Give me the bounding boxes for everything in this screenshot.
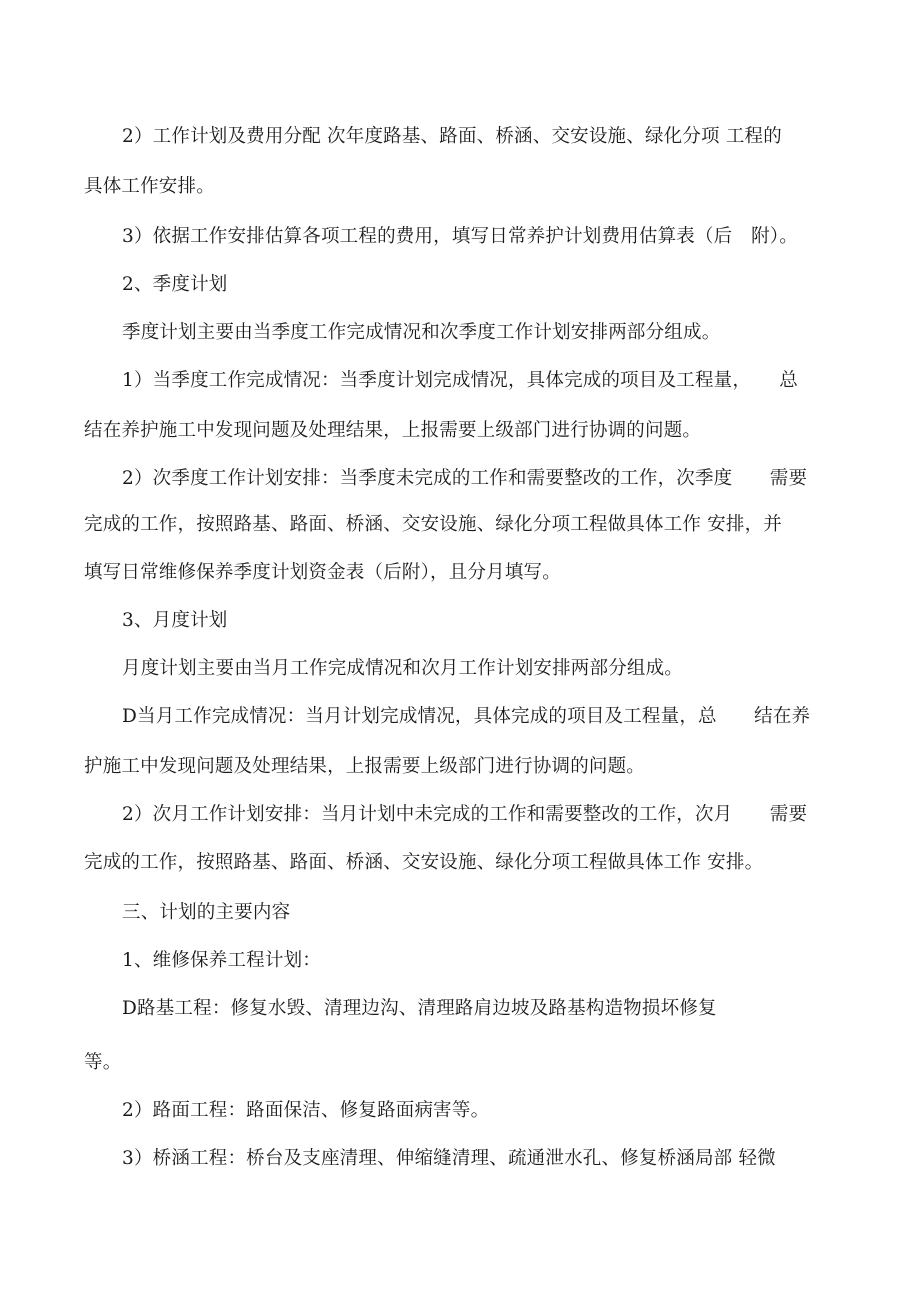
paragraph-line-subgrade: D路基工程：修复水毁、清理边沟、清理路肩边坡及路基构造物损坏修复 xyxy=(122,998,717,1019)
paragraph-line-next-quarter-end: 填写日常维修保养季度计划资金表（后附），且分月填写。 xyxy=(84,562,561,583)
paragraph-line-quarter-completion: 1）当季度工作完成情况：当季度计划完成情况，具体完成的项目及工程量， 总 xyxy=(122,370,798,391)
paragraph-line-work-plan-cont: 具体工作安排。 xyxy=(84,176,215,197)
paragraph-line-bridge: 3）桥涵工程：桥台及支座清理、伸缩缝清理、疏通泄水孔、修复桥涵局部 轻微 xyxy=(122,1148,776,1169)
heading-quarterly-plan: 2、季度计划 xyxy=(122,274,228,295)
paragraph-line-next-month: 2）次月工作计划安排：当月计划中未完成的工作和需要整改的工作，次月 需要 xyxy=(122,804,808,825)
heading-main-content: 三、计划的主要内容 xyxy=(122,902,291,923)
paragraph-line-next-month-cont: 完成的工作，按照路基、路面、桥涵、交安设施、绿化分项工程做具体工作 安排。 xyxy=(84,852,764,873)
paragraph-line-monthly-intro: 月度计划主要由当月工作完成情况和次月工作计划安排两部分组成。 xyxy=(122,658,684,679)
paragraph-line-month-completion-cont: 护施工中发现问题及处理结果，上报需要上级部门进行协调的问题。 xyxy=(84,756,646,777)
paragraph-line-month-completion: D当月工作完成情况：当月计划完成情况，具体完成的项目及工程量，总 结在养 xyxy=(122,706,811,727)
paragraph-line-subgrade-cont: 等。 xyxy=(84,1052,122,1073)
heading-monthly-plan: 3、月度计划 xyxy=(122,610,228,631)
paragraph-line-next-quarter-cont: 完成的工作，按照路基、路面、桥涵、交安设施、绿化分项工程做具体工作 安排，并 xyxy=(84,514,782,535)
paragraph-line-next-quarter: 2）次季度工作计划安排：当季度未完成的工作和需要整改的工作，次季度 需要 xyxy=(122,468,808,489)
paragraph-line-pavement: 2）路面工程：路面保洁、修复路面病害等。 xyxy=(122,1100,490,1121)
paragraph-line-quarterly-intro: 季度计划主要由当季度工作完成情况和次季度工作计划安排两部分组成。 xyxy=(122,322,721,343)
paragraph-line-work-plan: 2）工作计划及费用分配 次年度路基、路面、桥涵、交安设施、绿化分项 工程的 xyxy=(122,126,782,147)
heading-maintenance-plan: 1、维修保养工程计划： xyxy=(122,950,321,971)
paragraph-line-cost-estimate: 3）依据工作安排估算各项工程的费用，填写日常养护计划费用估算表（后 附）。 xyxy=(122,226,798,247)
paragraph-line-quarter-completion-cont: 结在养护施工中发现问题及处理结果，上报需要上级部门进行协调的问题。 xyxy=(84,420,702,441)
